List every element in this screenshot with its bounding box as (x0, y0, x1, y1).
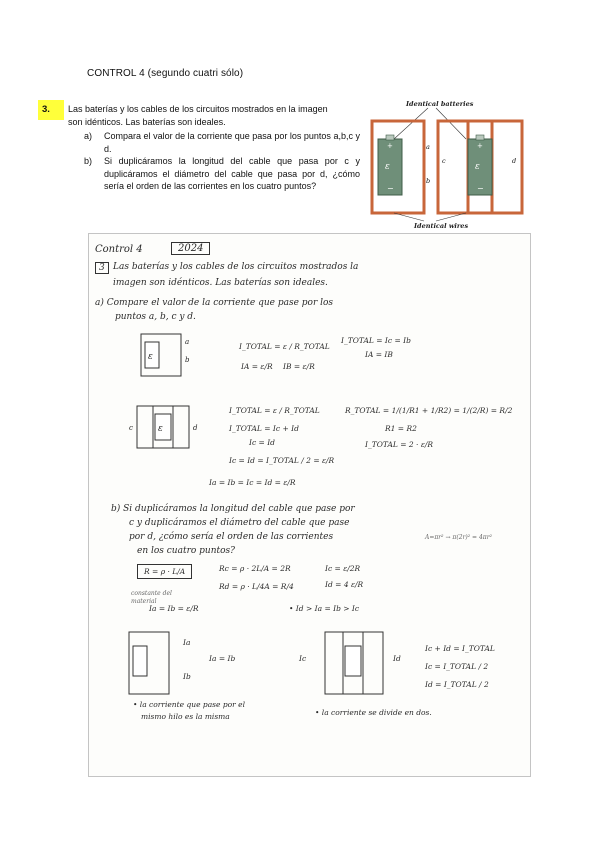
hw-note-right: • la corriente se divide en dos. (315, 708, 432, 717)
hw-eq-rc: Rc = ρ · 2L/A = 2R (219, 564, 291, 573)
hw-part-b4: en los cuatro puntos? (137, 546, 235, 556)
hw-note-left-1: • la corriente que pase por el (133, 700, 245, 709)
hw-eq-ib: IB = ε/R (283, 362, 315, 371)
hw-eq-ia-eq-ib: Ia = Ib (209, 654, 236, 663)
right-battery-emf: ε (475, 162, 480, 172)
hw-circuit-sketch-2 (129, 402, 201, 454)
hw-label-ia: Ia (183, 638, 191, 647)
point-a-label: a (426, 143, 430, 151)
hw-part-a1: a) Compare el valor de la corriente que pase por los (95, 298, 334, 308)
hw-eq-r-formula: R = ρ · L/A (137, 564, 192, 579)
hw-circuit-sketch-3 (125, 626, 179, 698)
hw-eq-itotal-2: I_TOTAL = ε / R_TOTAL (229, 406, 320, 415)
svg-text:ε: ε (158, 424, 163, 434)
hw-eq-order: • Id > Ia = Ib > Ic (289, 604, 360, 613)
svg-text:d: d (193, 424, 198, 432)
question-part-b (84, 155, 360, 193)
hw-eq-all-equal: Ia = Ib = Ic = Id = ε/R (209, 478, 296, 487)
hw-line1: Las baterías y los cables de los circuitos mostrados la (113, 262, 359, 272)
hw-eq-ic-frac: Ic = I_TOTAL / 2 (425, 662, 489, 671)
part-b-label: b) (84, 156, 93, 166)
handwritten-solution (88, 233, 531, 777)
question-part-a (84, 130, 360, 155)
point-b-label: b (426, 177, 431, 185)
figure-top-label: Identical batteries (406, 100, 474, 108)
question-intro-line1: Las baterías y los cables de los circuitos mostrados en la imagen (68, 104, 328, 114)
hw-eq-sum: Ic + Id = I_TOTAL (425, 644, 495, 653)
hw-year: 2024 (171, 242, 210, 255)
hw-eq-ia-ib: IA = IB (365, 350, 393, 359)
hw-eq-itotal-2x: I_TOTAL = 2 · ε/R (365, 440, 434, 449)
question-intro (68, 103, 360, 128)
left-battery-minus: − (387, 184, 394, 193)
figure-bottom-label: Identical wires (414, 222, 469, 230)
part-b-text: Si duplicáramos la longitud del cable que pasa por c y duplicáramos el diámetro del cable que pasa por d, ¿cómo sería el orden de las corrientes en los cuatro puntos? (104, 156, 360, 191)
left-battery-plus: + (387, 142, 393, 150)
svg-text:a: a (185, 338, 190, 346)
hw-circuit-sketch-4 (321, 626, 391, 698)
hw-circuit-sketch-1 (137, 330, 195, 380)
hw-label-id: Id (393, 654, 401, 663)
hw-eq-ia: IA = ε/R (241, 362, 273, 371)
hw-eq-ia-ib-b: Ia = Ib = ε/R (149, 604, 199, 613)
hw-eq-id-frac: Id = I_TOTAL / 2 (425, 680, 489, 689)
question-intro-line2: son idénticos. Las baterías son ideales. (68, 116, 226, 127)
circuit-figure (366, 99, 526, 231)
part-a-text: Compara el valor de la corriente que pasa por los puntos a,b,c y d. (104, 131, 360, 154)
hw-scribble: A=πr² → π(2r)² = 4πr² (425, 534, 493, 541)
hw-part-b2: c y duplicáramos el diámetro del cable que pase (129, 518, 350, 528)
hw-eq-ic-half: Ic = Id = I_TOTAL / 2 = ε/R (229, 456, 335, 465)
hw-eq-rtotal: R_TOTAL = 1/(1/R1 + 1/R2) = 1/(2/R) = R/2 (345, 406, 513, 415)
hw-eq-ic-id: Ic = Id (249, 438, 275, 447)
hw-heading: Control 4 (95, 244, 143, 255)
hw-label-ic: Ic (299, 654, 307, 663)
hw-const-note: constante del material (131, 590, 172, 605)
part-a-label: a) (84, 131, 93, 141)
hw-part-b1: b) Si duplicáramos la longitud del cable que pase por (111, 504, 355, 514)
right-battery-plus: + (477, 142, 483, 150)
hw-part-b3: por d, ¿cómo sería el orden de las corrientes (129, 532, 334, 542)
hw-eq-itotal-ic: I_TOTAL = Ic = Ib (341, 336, 411, 345)
hw-eq-rd: Rd = ρ · L/4A = R/4 (219, 582, 294, 591)
hw-eq-itotal-1: I_TOTAL = ε / R_TOTAL (239, 342, 330, 351)
hw-note-left-2: mismo hilo es la misma (141, 712, 230, 721)
hw-eq-r1r2: R1 = R2 (385, 424, 417, 433)
page-title: CONTROL 4 (segundo cuatri sólo) (87, 68, 244, 79)
point-c-label: c (442, 157, 446, 165)
point-d-label: d (512, 157, 517, 165)
hw-question-number: 3 (95, 262, 109, 274)
hw-line2: imagen son idénticos. Las baterías son ideales. (113, 278, 328, 288)
left-battery-emf: ε (385, 162, 390, 172)
hw-label-ib: Ib (183, 672, 191, 681)
question-number-highlight: 3. (38, 100, 64, 120)
right-battery-minus: − (477, 184, 484, 193)
hw-eq-ic-b: Ic = ε/2R (325, 564, 361, 573)
svg-text:c: c (129, 424, 133, 432)
svg-text:b: b (185, 356, 190, 364)
hw-eq-id-b: Id = 4 ε/R (325, 580, 364, 589)
hw-eq-itotal-sum: I_TOTAL = Ic + Id (229, 424, 299, 433)
hw-part-a2: puntos a, b, c y d. (115, 312, 196, 322)
svg-text:ε: ε (148, 352, 153, 362)
